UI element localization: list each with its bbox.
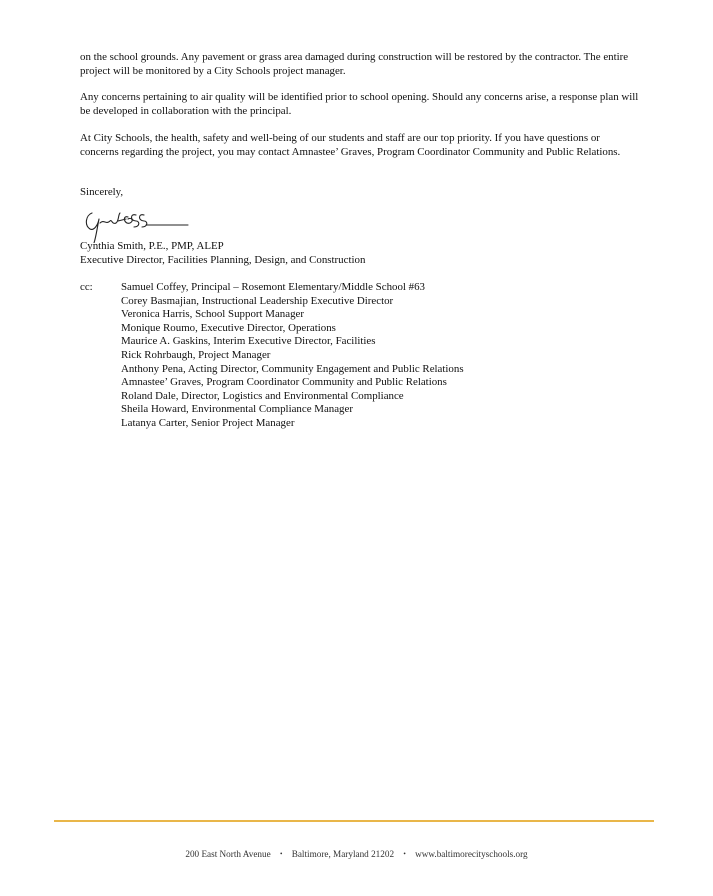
signer-name: Cynthia Smith, P.E., PMP, ALEP (80, 240, 224, 252)
paragraph-priority: At City Schools, the health, safety and well-being of our students and staff are our top priority. If you have questions or concerns regarding the project, you may contact Amnastee’ Graves, Program Coordinator Community and Public Relations. (80, 132, 621, 158)
cc-recipient: Monique Roumo, Executive Director, Operations (121, 321, 336, 334)
paragraph-construction: on the school grounds. Any pavement or grass area damaged during construction will be restored by the contractor. The entire project will be monitored by a City Schools project manager. (80, 51, 629, 77)
handwritten-signature-icon (82, 203, 192, 243)
paragraph-air-quality: Any concerns pertaining to air quality will be identified prior to school opening. Should any concerns arise, a response plan will be developed in collaboration with the principal. (80, 91, 639, 117)
cc-recipient: Samuel Coffey, Principal – Rosemont Elementary/Middle School #63 (121, 281, 425, 293)
cc-recipient: Roland Dale, Director, Logistics and Environmental Compliance (121, 389, 404, 402)
cc-recipient: Corey Basmajian, Instructional Leadership Executive Director (121, 294, 394, 307)
signer-title: Executive Director, Facilities Planning, Design, and Construction (80, 254, 366, 266)
cc-list (121, 281, 464, 431)
cc-recipient: Maurice A. Gaskins, Interim Executive Director, Facilities (121, 335, 376, 348)
cc-recipient: Anthony Pena, Acting Director, Community Engagement and Public Relations (121, 362, 464, 375)
footer (0, 849, 713, 859)
footer-separator: • (279, 850, 283, 858)
cc-label: cc: (80, 281, 93, 293)
cc-recipient: Sheila Howard, Environmental Compliance Manager (121, 403, 353, 416)
cc-recipient: Amnastee’ Graves, Program Coordinator Community and Public Relations (121, 376, 447, 389)
footer-website[interactable]: www.baltimorecityschools.org (415, 849, 528, 859)
cc-recipient: Rick Rohrbaugh, Project Manager (121, 348, 271, 361)
closing: Sincerely, (80, 186, 124, 198)
footer-city: Baltimore, Maryland 21202 (291, 849, 395, 859)
footer-address: 200 East North Avenue (185, 849, 271, 859)
footer-divider (54, 820, 654, 822)
cc-recipient: Veronica Harris, School Support Manager (121, 308, 304, 321)
cc-recipient: Latanya Carter, Senior Project Manager (121, 416, 295, 429)
footer-separator: • (403, 850, 406, 858)
